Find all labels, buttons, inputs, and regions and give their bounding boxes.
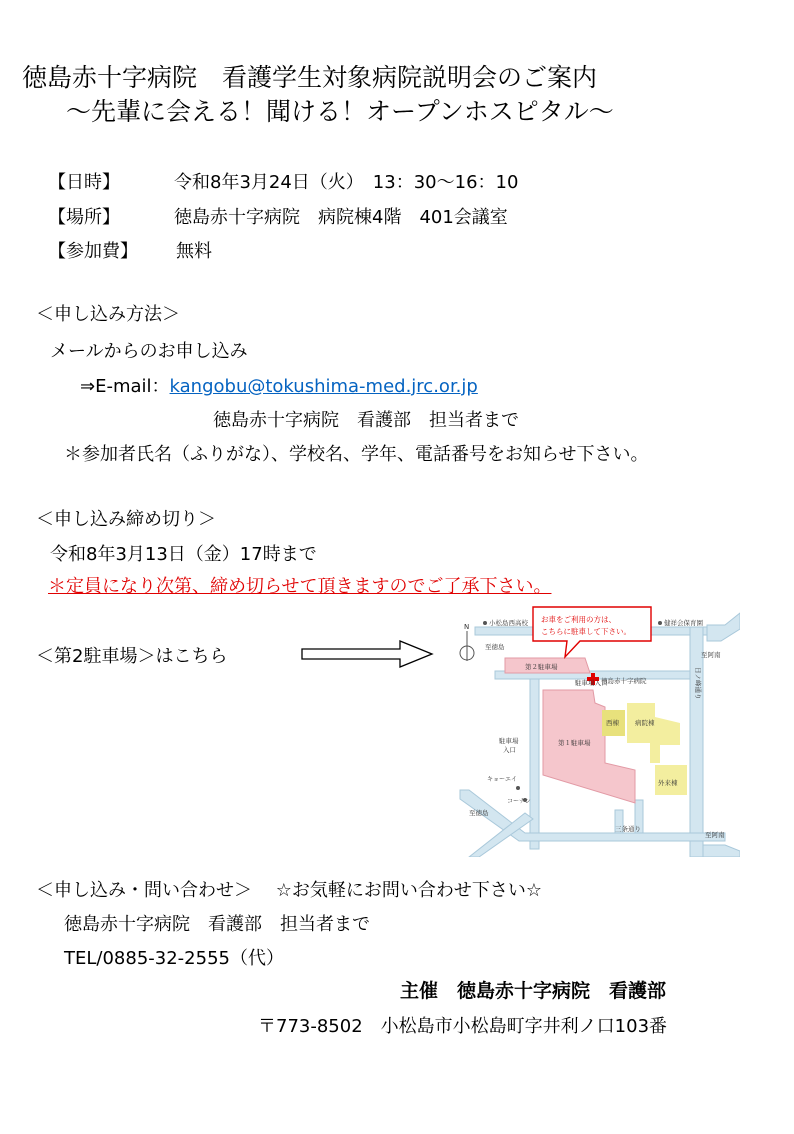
map-to-anan-2: 至阿南: [705, 831, 725, 839]
address: 〒773-8502 小松島市小松島町字井利ノ口103番: [258, 1016, 668, 1037]
map-school: 小松島西高校: [489, 619, 528, 627]
date-value: 令和8年3月24日（火） 13：30～16：10: [174, 172, 519, 193]
email-link[interactable]: kangobu@tokushima-med.jrc.or.jp: [169, 376, 478, 397]
fee-label: 【参加費】: [48, 241, 138, 262]
apply-heading: ＜申し込み方法＞: [36, 304, 180, 325]
inquiry-row: [36, 876, 542, 902]
deadline-heading: ＜申し込み締め切り＞: [36, 509, 216, 530]
map-to-tokushima-1: 至徳島: [485, 643, 505, 651]
map-parking1: 第１駐車場: [558, 739, 591, 747]
map-main-wing: 病院棟: [635, 719, 655, 727]
access-map: [455, 605, 740, 857]
map-hospital: 徳島赤十字病院: [601, 677, 647, 685]
inquiry-tel: TEL/0885-32-2555（代）: [64, 948, 284, 969]
map-road-sanjo: 三条通り: [615, 825, 641, 833]
place-value: 徳島赤十字病院 病院棟4階 401会議室: [174, 207, 508, 228]
map-entrance-top: 駐車場入口: [575, 679, 608, 687]
map-entrance-left-1: 駐車場: [499, 737, 519, 745]
map-road-hinomine: 日ノ峰通り: [694, 667, 702, 700]
map-entrance-left-2: 入口: [503, 746, 516, 754]
place-label: 【場所】: [48, 207, 120, 228]
organizer: 主催 徳島赤十字病院 看護部: [400, 980, 667, 1002]
callout-text-2: こちらに駐車して下さい。: [541, 627, 631, 636]
map-to-anan-1: 至阿南: [701, 651, 721, 659]
inquiry-contact: 徳島赤十字病院 看護部 担当者まで: [64, 914, 370, 935]
map-north: N: [464, 623, 470, 631]
date-label: 【日時】: [48, 172, 120, 193]
fee-row: [48, 237, 212, 263]
fee-value: 無料: [176, 241, 212, 262]
map-store1: キョーエイ: [487, 776, 518, 783]
map-west-wing: 西棟: [606, 719, 619, 727]
inquiry-friendly: ☆お気軽にお問い合わせ下さい☆: [275, 880, 543, 901]
page-title: 徳島赤十字病院 看護学生対象病院説明会のご案内: [22, 63, 598, 92]
place-row: [48, 203, 508, 229]
inquiry-heading: ＜申し込み・問い合わせ＞: [36, 880, 252, 901]
callout-text-1: お車をご利用の方は、: [541, 615, 616, 624]
parking-label: ＜第2駐車場＞はこちら: [36, 646, 228, 667]
deadline-warning: ＊定員になり次第、締め切らせて頂きますのでご了承下さい。: [48, 576, 552, 597]
map-outpatient: 外来棟: [658, 779, 678, 787]
apply-method: メールからのお申し込み: [50, 341, 248, 362]
deadline-date: 令和8年3月13日（金）17時まで: [50, 544, 317, 565]
apply-note: ＊参加者氏名（ふりがな）、学校名、学年、電話番号をお知らせ下さい。: [64, 444, 649, 465]
page-subtitle: ～先輩に会える！聞ける！オープンホスピタル～: [66, 97, 614, 126]
arrow-right-icon: [300, 639, 436, 669]
date-row: [48, 168, 519, 194]
map-store2: コーナン: [507, 798, 531, 805]
map-clinic: 健祥会保育園: [664, 619, 703, 627]
apply-contact: 徳島赤十字病院 看護部 担当者まで: [213, 410, 519, 431]
email-row: [80, 372, 478, 398]
map-to-tokushima-2: 至徳島: [469, 809, 489, 817]
email-prefix: ⇒E-mail：: [80, 376, 170, 397]
map-parking2: 第２駐車場: [525, 663, 558, 671]
